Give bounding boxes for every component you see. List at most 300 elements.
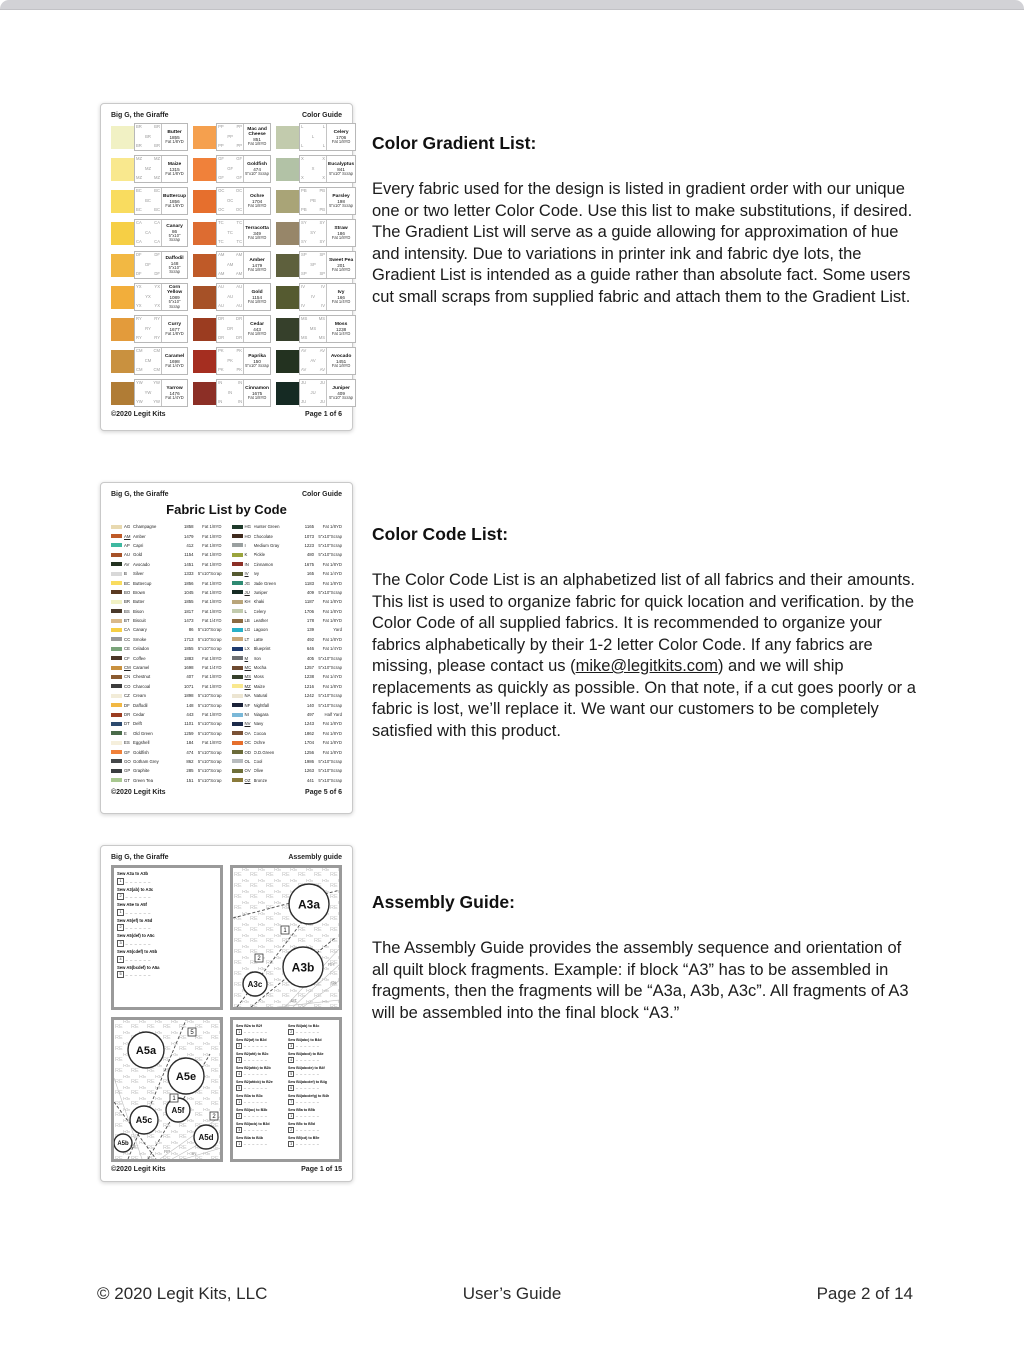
fabric-color-chip <box>111 647 122 651</box>
fabric-number: 474 <box>186 749 194 755</box>
fabric-name: Coffee <box>133 655 146 661</box>
step-number-box: 5 <box>236 1085 242 1091</box>
fabric-name: Butter <box>133 599 145 605</box>
step-number-box: 3 <box>236 1057 242 1063</box>
fabric-list-row <box>232 607 343 616</box>
fabric-color-chip <box>111 722 122 726</box>
gradient-cell <box>276 379 356 407</box>
section-assembly-guide <box>372 892 917 1024</box>
fabric-code: L <box>244 608 247 614</box>
fabric-thumb-footer <box>111 789 342 796</box>
fabric-number: 851 <box>253 137 261 143</box>
fabric-name: Daffodil <box>133 702 148 708</box>
fabric-list-row <box>111 522 222 531</box>
fabric-amount: 5"x10" Scrap <box>168 264 181 274</box>
seam-dashes: – – – – – – <box>125 909 152 915</box>
fabric-name-block <box>244 124 270 150</box>
fabric-amount: Fat 1/8YD <box>322 618 342 624</box>
gradient-cell <box>276 283 356 311</box>
swatch-label-box <box>216 251 271 279</box>
fabric-footer-copyright: ©2020 Legit Kits <box>111 788 166 796</box>
fabric-amount: Fat 1/8YD <box>247 330 267 336</box>
step-number-box: 1 <box>236 1029 242 1035</box>
fabric-code-marks: BR BR BR BR BR <box>136 124 160 149</box>
sew-instruction <box>288 1094 336 1105</box>
section-color-gradient-list <box>372 133 917 308</box>
fabric-color-chip <box>232 553 243 557</box>
fabric-name: Avocado <box>330 353 352 359</box>
section-color-code-list <box>372 524 917 742</box>
fabric-list-row <box>232 550 343 559</box>
fabric-amount: 5"x10"Scrap <box>318 777 342 783</box>
fabric-code: NF <box>244 702 251 708</box>
sew-instruction <box>117 966 217 979</box>
fabric-name: Chestnut <box>133 674 151 680</box>
instruction-text: Sew B2(afd) to B2c <box>236 1051 269 1056</box>
fabric-amount: 5"x10" Scrap <box>168 299 181 309</box>
gradient-header-title: Big G, the Giraffe <box>111 112 169 119</box>
step-number-box: 2 <box>288 1127 294 1133</box>
fabric-name-block <box>244 252 270 278</box>
fabric-amount: Fat 1/4YD <box>322 571 342 577</box>
instruction-text: Sew B5c to B5d <box>288 1121 315 1126</box>
fabric-name: Goldfish <box>247 161 267 167</box>
fabric-list-row <box>111 776 222 785</box>
fabric-list-row <box>232 531 343 540</box>
fabric-name-block <box>244 156 270 182</box>
step-number-box: 5 <box>117 971 124 978</box>
fabric-name: Maize <box>253 683 265 689</box>
fabric-list-row <box>232 776 343 785</box>
fabric-name-block <box>162 220 187 246</box>
fabric-number: 184 <box>186 740 194 746</box>
fabric-code-marks: BC BC BC BC BC <box>136 188 160 213</box>
fabric-color-chip <box>111 769 122 773</box>
fabric-list-row <box>111 607 222 616</box>
fabric-code-marks: SP SP SP SP SP <box>301 252 326 277</box>
fabric-number: 412 <box>186 542 194 548</box>
fabric-color-chip <box>232 543 243 547</box>
instruction-step-row <box>288 1029 336 1035</box>
svg-text:A3c: A3c <box>247 979 263 989</box>
step-number-box: 5 <box>288 1071 294 1077</box>
seam-dashes: – – – – – – <box>125 940 152 946</box>
fabric-code: NV <box>244 721 251 727</box>
fabric-number: 1704 <box>304 740 314 746</box>
step-number-box: 2 <box>117 893 124 900</box>
fabric-number: 1259 <box>183 730 194 736</box>
fabric-amount: 5"x10" Scrap <box>329 202 353 208</box>
fabric-color-chip <box>111 713 122 717</box>
fabric-color-chip <box>111 656 122 660</box>
fabric-name: Paprika <box>248 353 266 359</box>
fabric-name: Biscuit <box>133 618 146 624</box>
section-body <box>372 570 917 742</box>
fabric-list-row <box>111 766 222 775</box>
fabric-amount: Fat 1/8YD <box>202 740 222 746</box>
assembly-instructions-panel-b-blocks <box>230 1017 342 1162</box>
fabric-amount: Fat 1/8YD <box>247 202 267 208</box>
assembly-footer-copyright: ©2020 Legit Kits <box>111 1166 166 1173</box>
fabric-code: CE <box>124 646 130 652</box>
instruction-step-row <box>236 1029 284 1035</box>
fabric-number: 1856 <box>169 198 180 204</box>
seam-dashes: – – – – – – <box>295 1072 320 1077</box>
fabric-code: CM <box>124 665 131 671</box>
instruction-step-row <box>117 893 217 900</box>
seam-dashes: – – – – – – <box>125 878 152 884</box>
fabric-amount: Fat 1/8YD <box>202 580 222 586</box>
fabric-number: 1242 <box>304 693 314 699</box>
fabric-amount: 5"x10"Scrap <box>318 533 342 539</box>
fabric-name: Eggshell <box>133 740 150 746</box>
fabric-list-row <box>232 644 343 653</box>
fabric-name-block <box>327 348 355 374</box>
swatch-label-box <box>134 123 188 151</box>
instruction-text: Sew B3a to B3c <box>236 1093 263 1098</box>
fabric-number: 1257 <box>304 665 314 671</box>
fabric-code-marks: OC OC OC OC OC <box>218 188 243 213</box>
seam-dashes: – – – – – – <box>243 1100 268 1105</box>
seam-dashes: – – – – – – <box>295 1086 320 1091</box>
fabric-list-row <box>232 653 343 662</box>
fabric-list-row <box>232 597 343 606</box>
gradient-header-doc: Color Guide <box>301 112 342 119</box>
fabric-color-chip <box>232 731 243 735</box>
step-number-box: 1 <box>117 878 124 885</box>
instruction-step-row <box>117 971 217 978</box>
fabric-name: Graphite <box>133 768 150 774</box>
fabric-color-chip <box>111 525 122 529</box>
sew-instruction <box>117 950 217 963</box>
fabric-swatch <box>276 350 299 373</box>
fabric-list-right-column <box>232 522 343 785</box>
fabric-amount: Fat 1/8YD <box>165 170 184 176</box>
swatch-label-box <box>299 251 356 279</box>
fabric-name-block <box>327 156 355 182</box>
fabric-name-block <box>162 252 187 278</box>
sew-instruction <box>236 1038 284 1049</box>
section-heading: Color Code List: <box>372 524 509 544</box>
fabric-number: 646 <box>306 646 314 652</box>
fabric-color-chip <box>232 637 243 641</box>
swatch-label-box <box>299 123 356 151</box>
fabric-color-chip <box>232 675 243 679</box>
svg-text:2: 2 <box>212 1114 216 1121</box>
fabric-number: 443 <box>253 326 261 332</box>
fabric-amount: 5"x10" Scrap <box>329 394 353 400</box>
svg-text:A5d: A5d <box>198 1132 214 1142</box>
fabric-color-chip <box>111 750 122 754</box>
fabric-amount: Fat 1/8YD <box>202 533 222 539</box>
swatch-label-box <box>134 379 188 407</box>
fabric-number: 349 <box>253 230 261 236</box>
fabric-code-marks: DR DR DR DR DR <box>218 316 243 341</box>
fabric-name: Eucalyptus <box>328 161 355 167</box>
fabric-number: 1165 <box>304 524 314 530</box>
step-number-box: 1 <box>236 1141 242 1147</box>
fabric-name: Daffodil <box>165 255 184 261</box>
fabric-code-marks: PK PK PK PK PK <box>218 348 243 373</box>
step-number-box: 2 <box>288 1029 294 1035</box>
fabric-amount: Fat 1/8YD <box>331 362 351 368</box>
fabric-color-chip <box>111 675 122 679</box>
instruction-step-row <box>117 909 217 916</box>
fabric-color-chip <box>232 572 243 576</box>
fabric-color-chip <box>232 628 243 632</box>
fabric-color-chip <box>232 666 243 670</box>
seam-dashes: – – – – – – <box>295 1128 320 1133</box>
fabric-code: MC <box>244 665 252 671</box>
fabric-amount: 5"x10"Scrap <box>197 702 222 708</box>
fabric-code: JU <box>244 589 250 595</box>
fabric-code: AU <box>124 552 130 558</box>
sew-instruction <box>288 1066 336 1077</box>
fabric-code-marks: AU AU AU AU AU <box>218 284 243 309</box>
fabric-code: AP <box>124 542 130 548</box>
fabric-color-chip <box>232 619 243 623</box>
instruction-step-row <box>236 1113 284 1119</box>
fabric-color-chip <box>111 637 122 641</box>
fabric-code: DR <box>124 712 131 717</box>
fabric-code: DF <box>124 702 130 708</box>
fabric-code: BR <box>124 599 130 605</box>
fabric-amount: Fat 1/8YD <box>331 138 351 144</box>
fabric-code: B <box>124 571 127 577</box>
fabric-number: 1862 <box>304 730 314 736</box>
fabric-code: KH <box>244 599 251 605</box>
section-body: Every fabric used for the design is listed in gradient order with our unique one or two letter Color Code. Use this list to make substitutions, if desired. The Gradient List will serve as a guide allowing for approximation of hue and intensity. Due to variations in printer ink and fabric dye lots, the Gradient List is intended as a guide rather than absolute fact. Some users cut small scraps from supplied fabric and attach them to the Gradient List. <box>372 180 913 306</box>
page-top-edge <box>0 0 1024 10</box>
fabric-name: Gold <box>133 552 143 558</box>
fabric-name: Sweet Pea <box>328 257 354 263</box>
fabric-code: MZ <box>244 683 251 689</box>
fabric-code-marks: TC TC TC TC TC <box>218 220 243 245</box>
fabric-number: 140 <box>306 702 314 708</box>
fabric-code: GT <box>124 777 130 783</box>
instruction-text: Sew B5(cd) to B5e <box>288 1135 320 1140</box>
fabric-amount: 5"x10"Scrap <box>318 665 342 671</box>
fabric-code-marks: YX YX YX YX YX <box>136 284 160 309</box>
fabric-number: 86 <box>171 228 178 234</box>
instruction-step-row <box>236 1141 284 1147</box>
fabric-list-row <box>111 653 222 662</box>
fabric-amount: Fat 1/8YD <box>322 580 342 586</box>
gradient-cell <box>111 379 188 407</box>
fabric-amount: Fat 1/8YD <box>322 721 342 727</box>
fabric-color-chip <box>232 590 243 594</box>
fabric-code-marks: CA CA CA CA CA <box>136 220 160 245</box>
fabric-code: NI <box>244 712 249 717</box>
fabric-amount: 5"x10"Scrap <box>318 542 342 548</box>
swatch-label-box <box>134 347 188 375</box>
seam-dashes: – – – – – – <box>243 1086 268 1091</box>
fabric-list-row <box>232 719 343 728</box>
fabric-list-row <box>111 682 222 691</box>
fabric-amount: Fat 1/8YD <box>331 234 351 240</box>
step-number-box: 2 <box>236 1043 242 1049</box>
instruction-text: Sew B4a to B4b <box>236 1135 263 1140</box>
fabric-color-chip <box>111 581 122 585</box>
fabric-color-chip <box>232 759 243 763</box>
fabric-number: 409 <box>306 589 314 595</box>
fabric-code: LT <box>244 636 250 642</box>
sew-instruction <box>117 903 217 916</box>
fabric-code: AV <box>124 561 130 567</box>
step-number-box: 1 <box>236 1099 242 1105</box>
footer-page-number: Page 2 of 14 <box>816 1284 913 1303</box>
fabric-amount: Fat 1/8YD <box>202 589 222 595</box>
fabric-name: Avocado <box>133 561 150 567</box>
sew-instruction <box>236 1052 284 1063</box>
fabric-number: 1451 <box>335 358 347 364</box>
svg-text:RP: RP <box>164 1149 171 1154</box>
seam-dashes: – – – – – – <box>125 925 152 931</box>
fabric-number: 198 <box>337 198 345 204</box>
fabric-name: Parsley <box>332 193 350 199</box>
instruction-step-row <box>288 1071 336 1077</box>
step-number-box: 3 <box>236 1127 242 1133</box>
thumbnail-color-gradient-list <box>100 103 353 431</box>
fabric-name: Green Tea <box>133 777 153 783</box>
section-heading: Assembly Guide: <box>372 892 515 912</box>
fabric-name-block <box>327 124 355 150</box>
step-number-box: 3 <box>288 1043 294 1049</box>
fabric-code: GP <box>124 768 131 774</box>
fabric-list-row <box>232 700 343 709</box>
fabric-number: 1315 <box>169 166 180 172</box>
fabric-amount: Fat 1/8YD <box>202 524 222 530</box>
step-number-box: 1 <box>117 909 124 916</box>
instruction-text: Sew B4(abcd) to B4e <box>288 1051 324 1056</box>
fabric-code: IN <box>244 561 249 567</box>
fabric-name-block <box>162 316 187 342</box>
svg-text:A3b: A3b <box>291 960 315 975</box>
fabric-name: Juniper <box>253 589 268 595</box>
fabric-number: 201 <box>337 262 345 268</box>
fabric-number: 1238 <box>335 326 347 332</box>
fabric-number: 443 <box>186 712 194 717</box>
fabric-name-block <box>327 380 355 406</box>
fabric-list-row <box>111 560 222 569</box>
fabric-name: Ivy <box>253 571 259 577</box>
instruction-text: Sew B2(afdc) to B2b <box>236 1065 271 1070</box>
fabric-code: LB <box>244 618 250 624</box>
gradient-cell <box>276 123 356 151</box>
gradient-footer-copyright: ©2020 Legit Kits <box>111 411 166 418</box>
fabric-name: Ivy <box>337 289 345 295</box>
fabric-amount: Fat 1/4YD <box>322 646 342 652</box>
fabric-name: Maize <box>167 161 182 167</box>
fabric-color-chip <box>111 609 122 613</box>
fabric-name: Bronze <box>253 777 268 783</box>
fabric-name: Butter <box>167 129 182 135</box>
swatch-label-box <box>216 155 271 183</box>
fabric-amount: Fat 1/8YD <box>322 636 342 642</box>
fabric-code: I <box>244 542 246 548</box>
fabric-name: Champagne <box>133 524 157 530</box>
svg-text:1: 1 <box>172 1096 176 1103</box>
gradient-cell <box>193 315 271 343</box>
section-heading: Color Gradient List: <box>372 133 537 153</box>
fabric-code: OL <box>244 758 251 764</box>
instruction-text: Sew A5(def) to A5c <box>117 933 155 939</box>
fabric-list-row <box>111 672 222 681</box>
svg-text:BT: BT <box>291 998 297 1003</box>
fabric-swatch <box>111 286 134 309</box>
fabric-number: 1223 <box>304 542 314 548</box>
fabric-name: Blueprint <box>253 646 271 652</box>
swatch-label-box <box>299 347 356 375</box>
fabric-code-marks: IN IN IN IN IN <box>218 380 243 405</box>
fabric-amount: 5"x10"Scrap <box>197 768 222 774</box>
fabric-number: 1089 <box>169 295 180 301</box>
fabric-color-chip <box>111 534 122 538</box>
instruction-text: Sew B2(afdcb) to B2e <box>236 1079 273 1084</box>
instruction-step-row <box>288 1141 336 1147</box>
fabric-name: Delft <box>133 721 142 727</box>
fabric-code-marks: MS MS MS MS MS <box>301 316 326 341</box>
fabric-list-left-column <box>111 522 222 785</box>
fabric-list-row <box>232 569 343 578</box>
instruction-step-row <box>236 1085 284 1091</box>
fabric-number: 1704 <box>251 198 263 204</box>
fabric-name: Cream <box>133 693 146 699</box>
seam-dashes: – – – – – – <box>243 1114 268 1119</box>
fabric-color-chip <box>111 572 122 576</box>
fabric-number: 1675 <box>304 561 314 567</box>
instruction-text: Sew B4(abcdefg) to B4h <box>288 1093 330 1098</box>
fabric-color-chip <box>111 703 122 707</box>
fabric-name: Chocolate <box>253 533 273 539</box>
fabric-name: Terracotta <box>245 225 269 231</box>
gradient-cell <box>193 283 271 311</box>
fabric-code: CO <box>124 683 131 689</box>
fabric-code-marks: YW YW YW YW YW <box>136 380 160 405</box>
gradient-cell <box>111 315 188 343</box>
fabric-swatch <box>193 286 216 309</box>
email-link[interactable]: mike@legitkits.com <box>575 657 718 675</box>
fabric-list-row <box>111 569 222 578</box>
fabric-number: 1073 <box>304 533 314 539</box>
fabric-code-marks: GF GF GF GF GF <box>218 156 243 181</box>
step-number-box: 4 <box>236 1071 242 1077</box>
swatch-label-box <box>216 283 271 311</box>
fabric-color-chip <box>232 562 243 566</box>
fabric-list-row <box>232 766 343 775</box>
fabric-amount: Fat 1/8YD <box>202 608 222 614</box>
fabric-list-row <box>232 522 343 531</box>
step-number-box: 2 <box>236 1113 242 1119</box>
fabric-number: 1256 <box>304 749 314 755</box>
sew-instruction <box>288 1038 336 1049</box>
sew-instruction <box>236 1108 284 1119</box>
fabric-number: 1713 <box>183 636 194 642</box>
fabric-number: 1479 <box>183 533 194 539</box>
fabric-color-chip <box>111 590 122 594</box>
fabric-number: 1473 <box>183 618 194 624</box>
fabric-amount: Fat 1/8YD <box>247 234 267 240</box>
sew-instruction <box>288 1136 336 1147</box>
fabric-name-block <box>244 348 270 374</box>
fabric-amount: Fat 1/8YD <box>202 712 222 717</box>
fabric-amount: Fat 1/8YD <box>247 394 267 400</box>
fabric-header-doc: Color Guide <box>301 491 342 498</box>
gradient-swatch-grid <box>111 123 355 407</box>
instruction-text: Sew B3(acb) to B3d <box>236 1121 270 1126</box>
instruction-step-row <box>288 1127 336 1133</box>
fabric-number: 1183 <box>304 580 314 586</box>
